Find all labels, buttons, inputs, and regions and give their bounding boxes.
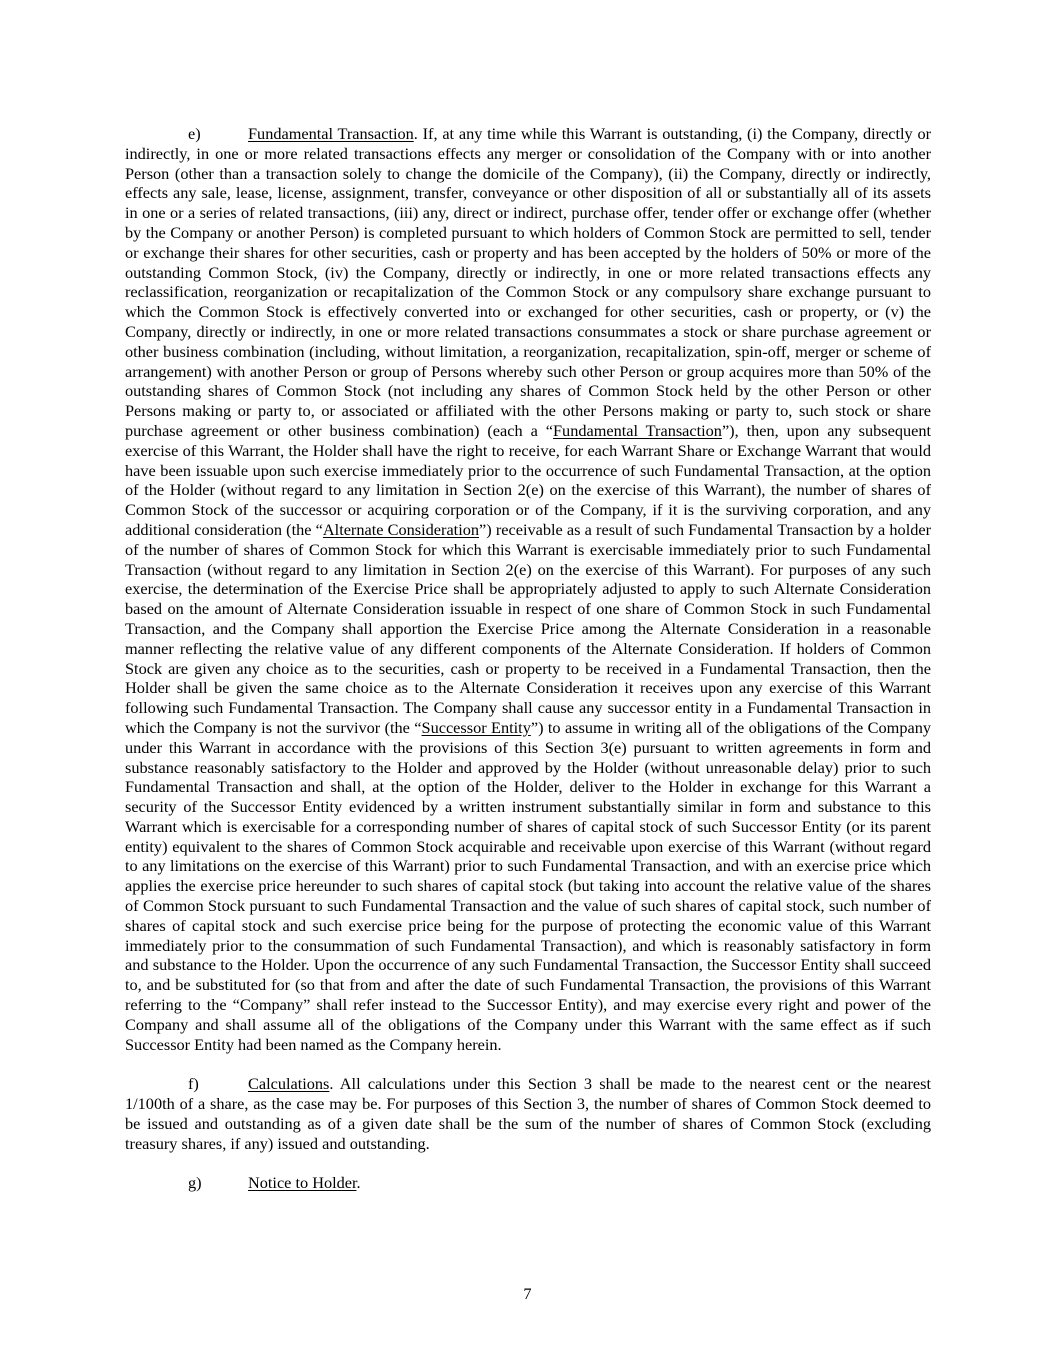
section-e-text-4: ”) to assume in writing all of the obligations of the Company under this Warrant in accordance with the provisions of this Section 3(e) pursuant to written agreements in form and substance reasonably satisfactory to the Holder and approved by the Holder (without unreasonable delay) prior to such Fundamental Transaction and shall, at the option of the Holder, deliver to the Holder in exchange for this Warrant a security of the Successor Entity evidenced by a written instrument substantially similar in form and substance to this Warrant which is exercisable for a corresponding number of shares of capital stock of such Successor Entity (or its parent entity) equivalent to the shares of Common Stock acquirable and receivable upon exercise of this Warrant (without regard to any limitations on the exercise of this Warrant) prior to such Fundamental Transaction, and with an exercise price which applies the exercise price hereunder to such shares of capital stock (but taking into account the relative value of the shares of Common Stock pursuant to such Fundamental Transaction and the value of such shares of capital stock, such number of shares of capital stock and such exercise price being for the purpose of protecting the economic value of this Warrant immediately prior to the consummation of such Fundamental Transaction), and which is reasonably satisfactory in form and substance to the Holder. Upon the occurrence of any such Fundamental Transaction, the Successor Entity shall succeed to, and be substituted for (so that from and after the date of such Fundamental Transaction, the provisions of this Warrant referring to the “Company” shall refer instead to the Successor Entity), and may exercise every right and power of the Company and shall assume all of the obligations of the Company under this Warrant with the same effect as if such Successor Entity had been named as the Company herein. [125, 717, 931, 1054]
section-e-text-2: ”), then, upon any subsequent exercise of this Warrant, the Holder shall have the right to receive, for each Warrant Share or Exchange Warrant that would have been issuable upon such exercise immediately prior to the occurrence of such Fundamental Transaction, at the option of the Holder (without regard to any limitation in Section 2(e) on the exercise of this Warrant), the number of shares of Common Stock of the successor or acquiring corporation or of the Company, if it is the surviving corporation, and any additional consideration (the “ [125, 420, 932, 539]
section-f-text: . All calculations under this Section 3 shall be made to the nearest cent or the nearest 1/100th of a share, as the case may be. For purposes of this Section 3, the number of shares of Common Stock deemed to be issued and outstanding as of a given date shall be the sum of the number of shares of Common Stock (excluding treasury shares, if any) issued and outstanding. [125, 1074, 931, 1153]
defined-term-fundamental-transaction: Fundamental Transaction [553, 420, 722, 440]
page-number: 7 [523, 1284, 532, 1303]
section-e-heading: Fundamental Transaction [248, 124, 414, 143]
section-e-text-1: . If, at any time while this Warrant is outstanding, (i) the Company, directly or indirectly, in one or more related transactions effects any merger or consolidation of the Company with or into another Person (other than a transaction solely to change the domicile of the Company), (ii) the Company, directly or indirectly, effects any sale, lease, license, assignment, transfer, conveyance or other disposition of all or substantially all of its assets in one or a series of related transactions, (iii) any, direct or indirect, purchase offer, tender offer or exchange offer (whether by the Company or another Person) is completed pursuant to which holders of Common Stock are permitted to sell, tender or exchange their shares for other securities, cash or property and has been accepted by the holders of 50% or more of the outstanding Common Stock, (iv) the Company, directly or indirectly, in one or more related transactions effects any reclassification, reorganization or recapitalization of the Common Stock or any compulsory share exchange pursuant to which the Common Stock is effectively converted into or exchanged for other securities, cash or property, or (v) the Company, directly or indirectly, in one or more related transactions consummates a stock or share purchase agreement or other business combination (including, without limitation, a reorganization, recapitalization, spin-off, merger or scheme of arrangement) with another Person or group of Persons whereby such other Person or group acquires more than 50% of the outstanding shares of Common Stock (not including any shares of Common Stock held by the other Person or other Persons making or party to, or associated or affiliated with the other Persons making or party to, such stock or share purchase agreement or other business combination) (each a “ [125, 124, 932, 440]
section-f-paragraph [125, 1074, 931, 1153]
section-e-label: e) [188, 124, 201, 143]
section-g-paragraph [125, 1173, 931, 1193]
defined-term-successor-entity: Successor Entity [421, 717, 531, 737]
defined-term-alternate-consideration: Alternate Consideration [322, 519, 480, 539]
section-e-paragraph [125, 124, 931, 1054]
section-e-text-3: ”) receivable as a result of such Fundamental Transaction by a holder of the number of shares of Common Stock for which this Warrant is exercisable immediately prior to such Fundamental Transaction (without regard to any limitation in Section 2(e) on the exercise of this Warrant). For purposes of any such exercise, the determination of the Exercise Price shall be appropriately adjusted to apply to such Alternate Consideration based on the amount of Alternate Consideration issuable in respect of one share of Common Stock in such Fundamental Transaction, and the Company shall apportion the Exercise Price among the Alternate Consideration in a reasonable manner reflecting the relative value of any different components of the Alternate Consideration. If holders of Common Stock are given any choice as to the securities, cash or property to be received in a Fundamental Transaction, then the Holder shall be given the same choice as to the Alternate Consideration it receives upon any exercise of this Warrant following such Fundamental Transaction. The Company shall cause any successor entity in a Fundamental Transaction in which the Company is not the survivor (the “ [125, 519, 932, 737]
section-g-text: . [356, 1173, 361, 1193]
document-page [125, 124, 931, 1213]
section-g-heading: Notice to Holder [248, 1173, 357, 1193]
section-g-label: g) [188, 1173, 202, 1193]
section-f-label: f) [188, 1074, 199, 1094]
section-f-heading: Calculations [248, 1074, 330, 1094]
